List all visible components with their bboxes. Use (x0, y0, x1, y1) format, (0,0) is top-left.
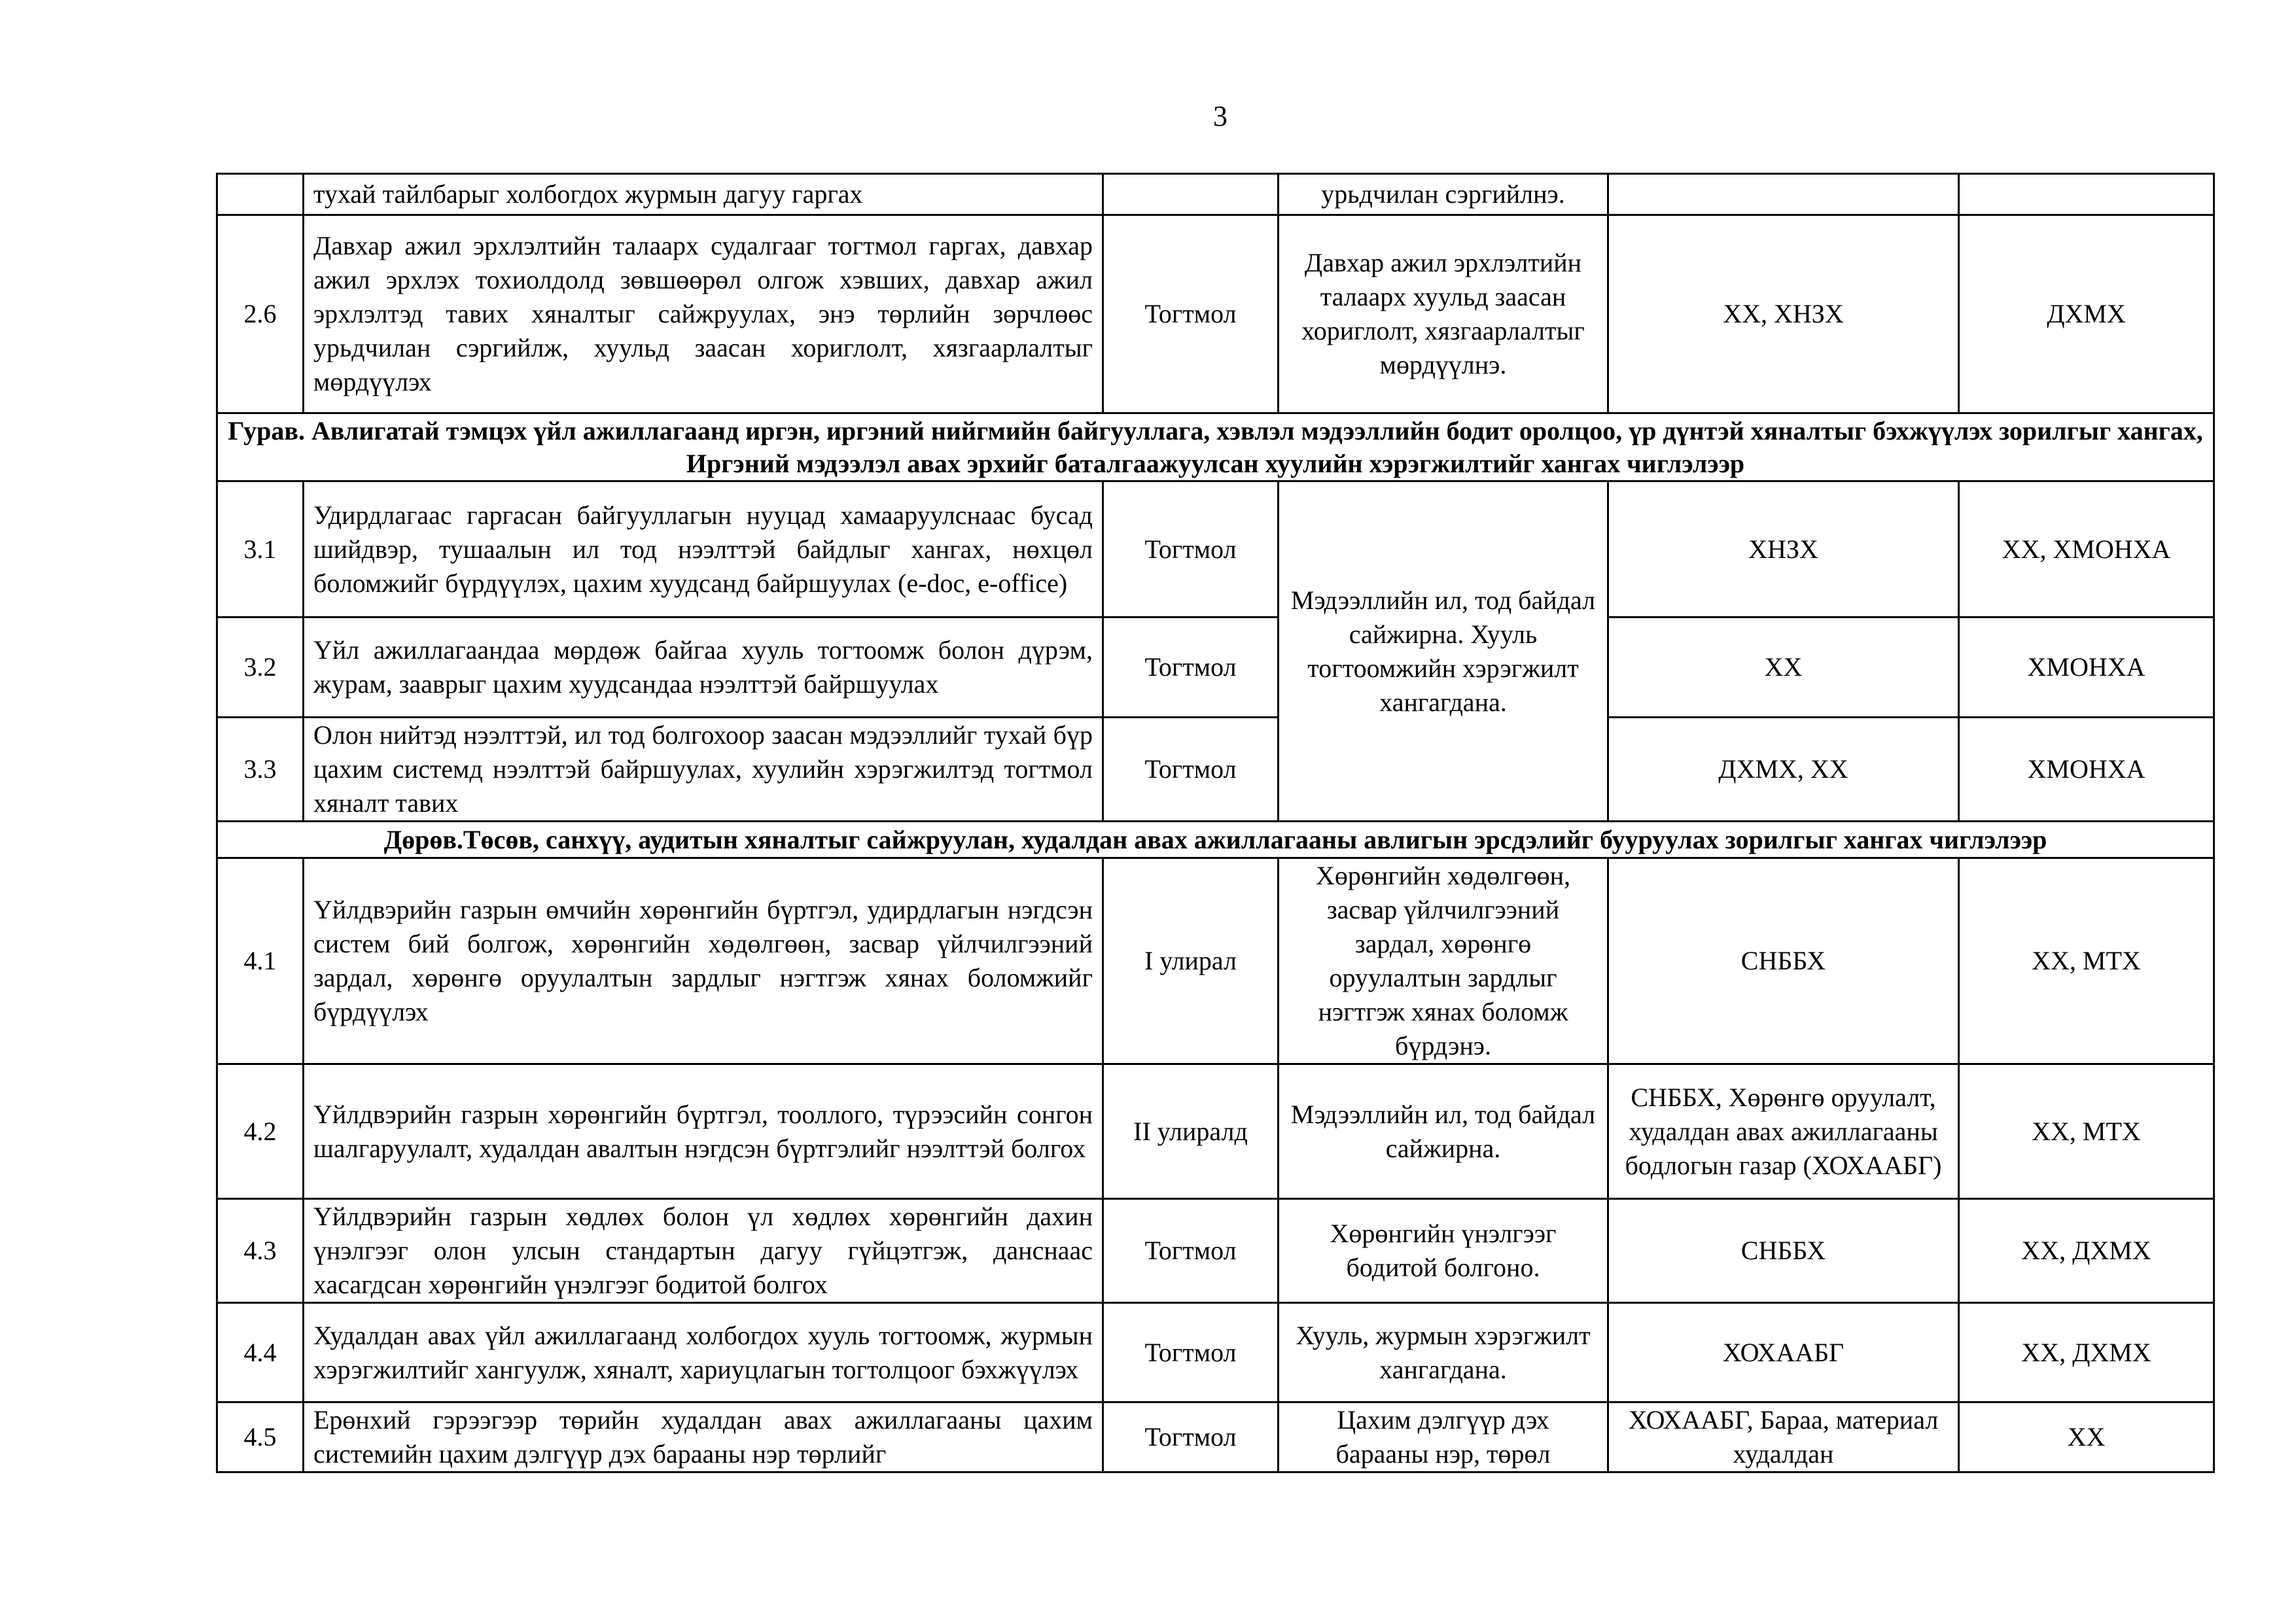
section-4-title: Дөрөв.Төсөв, санхүү, аудитын хяналтыг сайжруулан, худалдан авах ажиллагааны авлигын эрсдэлийг бууруулах зорилгыг хангах чиглэлээр (217, 822, 2214, 858)
result-cell: Хөрөнгийн үнэлгээг бодитой болгоно. (1279, 1199, 1608, 1303)
result-cell-shared: Мэдээллийн ил, тод байдал сайжирна. Хууль тогтоомжийн хэрэгжилт хангагдана. (1279, 481, 1608, 822)
term-cell: Тогтмол (1103, 718, 1279, 822)
lead-cell: ХОХААБГ, Бараа, материал худалдан (1608, 1402, 1959, 1472)
term-cell: II улиралд (1103, 1064, 1279, 1199)
task-cell: Ерөнхий гэрээгээр төрийн худалдан авах ажиллагааны цахим системийн цахим дэлгүүр дэх барааны нэр төрлийг (304, 1402, 1103, 1472)
table-row (217, 1303, 2214, 1402)
task-cell: Үйлдвэрийн газрын өмчийн хөрөнгийн бүртгэл, удирдлагын нэгдсэн систем бий болгож, хөрөнгийн хөдөлгөөн, засвар үйлчилгээний зардал, хөрөнгө оруулалтын зардлыг нэгтгэж хянах боломжийг бүрдүүлэх (304, 858, 1103, 1064)
task-cell: Үйл ажиллагаандаа мөрдөж байгаа хууль тогтоомж болон дүрэм, журам, зааврыг цахим хуудсандаа нээлттэй байршуулах (304, 618, 1103, 718)
term-cell: Тогтмол (1103, 1303, 1279, 1402)
table-row (217, 1402, 2214, 1472)
row-number: 3.3 (217, 718, 304, 822)
action-plan-table (216, 173, 2215, 1473)
result-cell: Хууль, журмын хэрэгжилт хангагдана. (1279, 1303, 1608, 1402)
row-number: 4.5 (217, 1402, 304, 1472)
table-row (217, 481, 2214, 618)
partner-cell: ХХ, ДХМХ (1959, 1303, 2214, 1402)
task-cell: Үйлдвэрийн газрын хөдлөх болон үл хөдлөх хөрөнгийн дахин үнэлгээг олон улсын стандартын дагуу гүйцэтгэж, данснаас хасагдсан хөрөнгийн үнэлгээг бодитой болгох (304, 1199, 1103, 1303)
table-row (217, 618, 2214, 718)
term-cell: Тогтмол (1103, 481, 1279, 618)
section-heading-row (217, 822, 2214, 858)
page-number: 3 (1213, 100, 1227, 132)
lead-cell: ХХ (1608, 618, 1959, 718)
lead-cell: СНББХ (1608, 1199, 1959, 1303)
lead-cell: ХОХААБГ (1608, 1303, 1959, 1402)
result-cell: Давхар ажил эрхлэлтийн талаарх хуульд заасан хориглолт, хязгаарлалтыг мөрдүүлнэ. (1279, 215, 1608, 413)
partner-cell (1959, 174, 2214, 215)
row-number: 3.2 (217, 618, 304, 718)
partner-cell: ХХ, МТХ (1959, 858, 2214, 1064)
partner-cell: ХМОНХА (1959, 618, 2214, 718)
task-cell: Давхар ажил эрхлэлтийн талаарх судалгааг тогтмол гаргах, давхар ажил эрхлэх тохиолдолд зөвшөөрөл олгож хэвших, давхар ажил эрхлэлтэд тавих хяналтыг сайжруулах, энэ төрлийн зөрчлөөс урьдчилан сэргийлж, хуульд заасан хориглолт, хязгаарлалтыг мөрдүүлэх (304, 215, 1103, 413)
partner-cell: ХХ, МТХ (1959, 1064, 2214, 1199)
partner-cell: ДХМХ (1959, 215, 2214, 413)
row-number: 4.2 (217, 1064, 304, 1199)
term-cell: Тогтмол (1103, 618, 1279, 718)
result-cell: Мэдээллийн ил, тод байдал сайжирна. (1279, 1064, 1608, 1199)
section-3-title: Гурав. Авлигатай тэмцэх үйл ажиллагаанд иргэн, иргэний нийгмийн байгууллага, хэвлэл мэдээллийн бодит оролцоо, үр дүнтэй хяналтыг бэхжүүлэх зорилгыг хангах, Иргэний мэдээлэл авах эрхийг баталгаажуулсан хуулийн хэрэгжилтийг хангах чиглэлээр (217, 413, 2214, 481)
result-cell: Хөрөнгийн хөдөлгөөн, засвар үйлчилгээний зардал, хөрөнгө оруулалтын зардлыг нэгтгэж хянах боломж бүрдэнэ. (1279, 858, 1608, 1064)
partner-cell: ХХ (1959, 1402, 2214, 1472)
row-number: 4.4 (217, 1303, 304, 1402)
lead-cell: ХНЗХ (1608, 481, 1959, 618)
row-number: 3.1 (217, 481, 304, 618)
row-number: 2.6 (217, 215, 304, 413)
result-cell: Цахим дэлгүүр дэх барааны нэр, төрөл (1279, 1402, 1608, 1472)
table-row (217, 858, 2214, 1064)
term-cell: Тогтмол (1103, 1199, 1279, 1303)
term-cell (1103, 174, 1279, 215)
partner-cell: ХХ, ХМОНХА (1959, 481, 2214, 618)
section-heading-row (217, 413, 2214, 481)
table-row (217, 1064, 2214, 1199)
row-number: 4.3 (217, 1199, 304, 1303)
lead-cell: СНББХ (1608, 858, 1959, 1064)
term-cell: Тогтмол (1103, 215, 1279, 413)
task-cell: Үйлдвэрийн газрын хөрөнгийн бүртгэл, тооллого, түрээсийн сонгон шалгаруулалт, худалдан авалтын нэгдсэн бүртгэлийг нээлттэй болгох (304, 1064, 1103, 1199)
task-cell: Худалдан авах үйл ажиллагаанд холбогдох хууль тогтоомж, журмын хэрэгжилтийг хангуулж, хяналт, хариуцлагын тогтолцоог бэхжүүлэх (304, 1303, 1103, 1402)
task-cell: Олон нийтэд нээлттэй, ил тод болгохоор заасан мэдээллийг тухай бүр цахим системд нээлттэй байршуулах, хуулийн хэрэгжилтэд тогтмол хяналт тавих (304, 718, 1103, 822)
partner-cell: ХМОНХА (1959, 718, 2214, 822)
lead-cell: ДХМХ, ХХ (1608, 718, 1959, 822)
result-cell: урьдчилан сэргийлнэ. (1279, 174, 1608, 215)
table-row (217, 1199, 2214, 1303)
task-cell: тухай тайлбарыг холбогдох журмын дагуу гаргах (304, 174, 1103, 215)
table-row (217, 718, 2214, 822)
row-number (217, 174, 304, 215)
term-cell: I улирал (1103, 858, 1279, 1064)
lead-cell: ХХ, ХНЗХ (1608, 215, 1959, 413)
row-number: 4.1 (217, 858, 304, 1064)
table-row (217, 215, 2214, 413)
lead-cell (1608, 174, 1959, 215)
term-cell: Тогтмол (1103, 1402, 1279, 1472)
lead-cell: СНББХ, Хөрөнгө оруулалт, худалдан авах ажиллагааны бодлогын газар (ХОХААБГ) (1608, 1064, 1959, 1199)
task-cell: Удирдлагаас гаргасан байгууллагын нууцад хамааруулснаас бусад шийдвэр, тушаалын ил тод нээлттэй байдлыг хангах, нөхцөл боломжийг бүрдүүлэх, цахим хуудсанд байршуулах (e-doc, e-office) (304, 481, 1103, 618)
table-row (217, 174, 2214, 215)
partner-cell: ХХ, ДХМХ (1959, 1199, 2214, 1303)
